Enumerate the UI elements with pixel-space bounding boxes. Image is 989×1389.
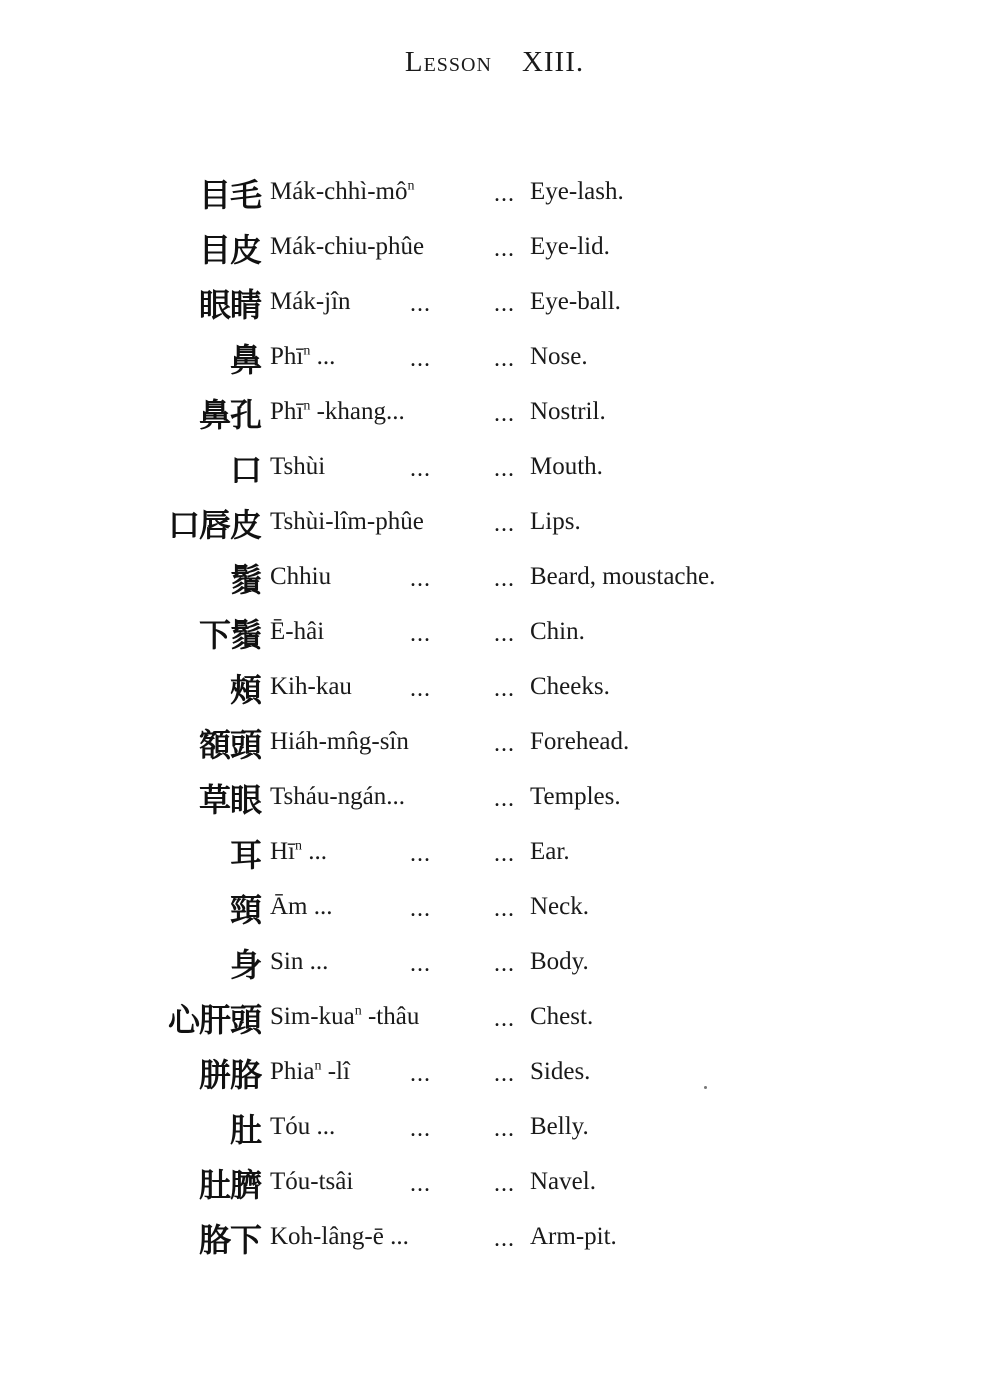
leader-dots: ...	[494, 896, 515, 922]
romanization	[270, 672, 352, 702]
leader-dots: ...	[494, 621, 515, 647]
print-speck	[704, 1086, 707, 1089]
leader-dots: ...	[494, 346, 515, 372]
english-meaning: Temples.	[530, 783, 621, 810]
vocab-row	[0, 721, 989, 776]
chinese-characters: 肚	[229, 1111, 261, 1149]
vocab-row	[0, 1106, 989, 1161]
vocab-row	[0, 831, 989, 886]
nasal-superscript: n	[407, 178, 415, 194]
romanization	[270, 1057, 350, 1087]
romanization	[270, 727, 409, 757]
romanization-text: Ām	[270, 893, 308, 920]
vocab-row	[0, 391, 989, 446]
leader-dots: ...	[494, 786, 515, 812]
leader-dots: ...	[410, 841, 431, 867]
romanization	[270, 1167, 353, 1197]
romanization-text: Mák-chiu-phûe	[270, 233, 425, 260]
romanization-text: Hiáh-mn̂g-sîn	[270, 728, 409, 755]
leader-dots: ...	[410, 951, 431, 977]
romanization-text: Mák-jîn	[270, 288, 351, 315]
romanization-tail: ...	[303, 948, 329, 975]
leader-dots: ...	[494, 1061, 515, 1087]
leader-dots: ...	[410, 346, 431, 372]
chinese-characters: 身	[229, 946, 261, 984]
english-meaning: Cheeks.	[530, 673, 610, 700]
nasal-superscript: n	[303, 398, 311, 414]
vocab-row	[0, 1216, 989, 1271]
leader-dots: ...	[494, 566, 515, 592]
english-meaning: Nostril.	[530, 398, 606, 425]
chinese-characters: 草眼	[198, 781, 261, 819]
leader-dots: ...	[494, 456, 515, 482]
leader-dots: ...	[410, 1116, 431, 1142]
romanization-text: Tshùi-lîm-phûe	[270, 508, 424, 535]
romanization-tail: ...	[307, 893, 333, 920]
romanization-text: Tsháu-ngán...	[270, 783, 406, 810]
english-meaning: Chest.	[530, 1003, 594, 1030]
romanization-text: Tóu	[270, 1113, 311, 1140]
leader-dots: ...	[494, 181, 515, 207]
romanization	[270, 892, 333, 922]
romanization	[270, 1112, 335, 1142]
vocab-row	[0, 666, 989, 721]
title-lesson-number: XIII.	[521, 46, 585, 78]
vocab-row	[0, 171, 989, 226]
romanization-tail: ...	[310, 343, 336, 370]
romanization-text: Tshùi	[270, 453, 326, 480]
vocab-row	[0, 611, 989, 666]
vocabulary-list	[0, 171, 989, 1271]
vocab-row	[0, 446, 989, 501]
romanization	[270, 397, 405, 427]
vocab-row	[0, 886, 989, 941]
romanization-tail: -lî	[321, 1058, 350, 1085]
vocab-row	[0, 556, 989, 611]
leader-dots: ...	[410, 1171, 431, 1197]
romanization	[270, 287, 351, 317]
leader-dots: ...	[410, 291, 431, 317]
romanization	[270, 342, 335, 372]
english-meaning: Mouth.	[530, 453, 603, 480]
romanization-text: Phī	[270, 343, 304, 370]
romanization-text: Koh-lâng-ē	[270, 1223, 384, 1250]
vocab-row	[0, 996, 989, 1051]
romanization-text: Sim-kua	[270, 1003, 355, 1030]
vocab-row	[0, 1161, 989, 1216]
chinese-characters: 眼睛	[198, 286, 261, 324]
title-lesson-word: Lesson	[404, 46, 492, 78]
leader-dots: ...	[494, 676, 515, 702]
romanization-tail: -thâu	[361, 1003, 420, 1030]
leader-dots: ...	[410, 676, 431, 702]
romanization	[270, 782, 405, 812]
page-title	[0, 46, 989, 79]
vocab-row	[0, 941, 989, 996]
english-meaning: Forehead.	[530, 728, 630, 755]
english-meaning: Eye-lid.	[530, 233, 610, 260]
chinese-characters: 心肝頭	[167, 1001, 261, 1039]
nasal-superscript: n	[354, 1003, 362, 1019]
vocab-row	[0, 776, 989, 831]
leader-dots: ...	[494, 1171, 515, 1197]
chinese-characters: 額頭	[198, 726, 261, 764]
english-meaning: Neck.	[530, 893, 589, 920]
english-meaning: Ear.	[530, 838, 570, 865]
vocab-row	[0, 281, 989, 336]
english-meaning: Belly.	[530, 1113, 589, 1140]
romanization-tail: ...	[383, 1223, 409, 1250]
chinese-characters: 目毛	[198, 176, 261, 214]
leader-dots: ...	[494, 401, 515, 427]
english-meaning: Nose.	[530, 343, 588, 370]
romanization-tail: -khang...	[310, 398, 405, 425]
romanization-text: Sin	[270, 948, 304, 975]
romanization-tail: ...	[310, 1113, 336, 1140]
romanization-text: Ē-hâi	[270, 618, 325, 645]
leader-dots: ...	[494, 1226, 515, 1252]
romanization-text: Chhiu	[270, 563, 332, 590]
romanization	[270, 452, 325, 482]
nasal-superscript: n	[303, 343, 311, 359]
chinese-characters: 鼻孔	[198, 396, 261, 434]
chinese-characters: 肚臍	[198, 1166, 261, 1204]
english-meaning: Beard, moustache.	[530, 563, 716, 590]
nasal-superscript: n	[295, 838, 302, 854]
romanization	[270, 232, 424, 262]
vocab-row	[0, 501, 989, 556]
chinese-characters: 目皮	[198, 231, 261, 269]
romanization	[270, 837, 327, 867]
romanization	[270, 562, 331, 592]
chinese-characters: 胳下	[198, 1221, 261, 1259]
english-meaning: Eye-ball.	[530, 288, 621, 315]
romanization-text: Mák-chhì-mô	[270, 178, 408, 205]
vocab-row	[0, 226, 989, 281]
english-meaning: Body.	[530, 948, 589, 975]
chinese-characters: 鬚	[229, 561, 261, 599]
leader-dots: ...	[410, 621, 431, 647]
english-meaning: Eye-lash.	[530, 178, 624, 205]
vocab-row	[0, 336, 989, 391]
chinese-characters: 下鬚	[198, 616, 261, 654]
leader-dots: ...	[410, 566, 431, 592]
leader-dots: ...	[494, 1116, 515, 1142]
leader-dots: ...	[410, 456, 431, 482]
chinese-characters: 鼻	[229, 341, 261, 379]
leader-dots: ...	[494, 951, 515, 977]
english-meaning: Navel.	[530, 1168, 596, 1195]
chinese-characters: 胼胳	[198, 1056, 261, 1094]
romanization	[270, 1222, 409, 1252]
leader-dots: ...	[494, 731, 515, 757]
romanization-text: Tóu-tsâi	[270, 1168, 354, 1195]
romanization-text: Phia	[270, 1058, 315, 1085]
leader-dots: ...	[494, 841, 515, 867]
romanization	[270, 1002, 419, 1032]
english-meaning: Chin.	[530, 618, 585, 645]
leader-dots: ...	[410, 896, 431, 922]
romanization-text: Phī	[270, 398, 304, 425]
romanization	[270, 177, 414, 207]
chinese-characters: 頸	[229, 891, 261, 929]
romanization	[270, 507, 424, 537]
english-meaning: Lips.	[530, 508, 581, 535]
romanization-text: Hī	[270, 838, 295, 865]
english-meaning: Arm-pit.	[530, 1223, 617, 1250]
romanization-text: Kih-kau	[270, 673, 352, 700]
english-meaning: Sides.	[530, 1058, 591, 1085]
vocab-row	[0, 1051, 989, 1106]
leader-dots: ...	[494, 511, 515, 537]
chinese-characters: 口	[229, 451, 261, 489]
leader-dots: ...	[494, 1006, 515, 1032]
leader-dots: ...	[494, 291, 515, 317]
chinese-characters: 頰	[229, 671, 261, 709]
romanization	[270, 947, 328, 977]
nasal-superscript: n	[314, 1058, 322, 1074]
romanization-tail: ...	[302, 838, 327, 865]
chinese-characters: 耳	[229, 836, 261, 874]
chinese-characters: 口唇皮	[167, 506, 261, 544]
romanization	[270, 617, 324, 647]
leader-dots: ...	[494, 236, 515, 262]
leader-dots: ...	[410, 1061, 431, 1087]
